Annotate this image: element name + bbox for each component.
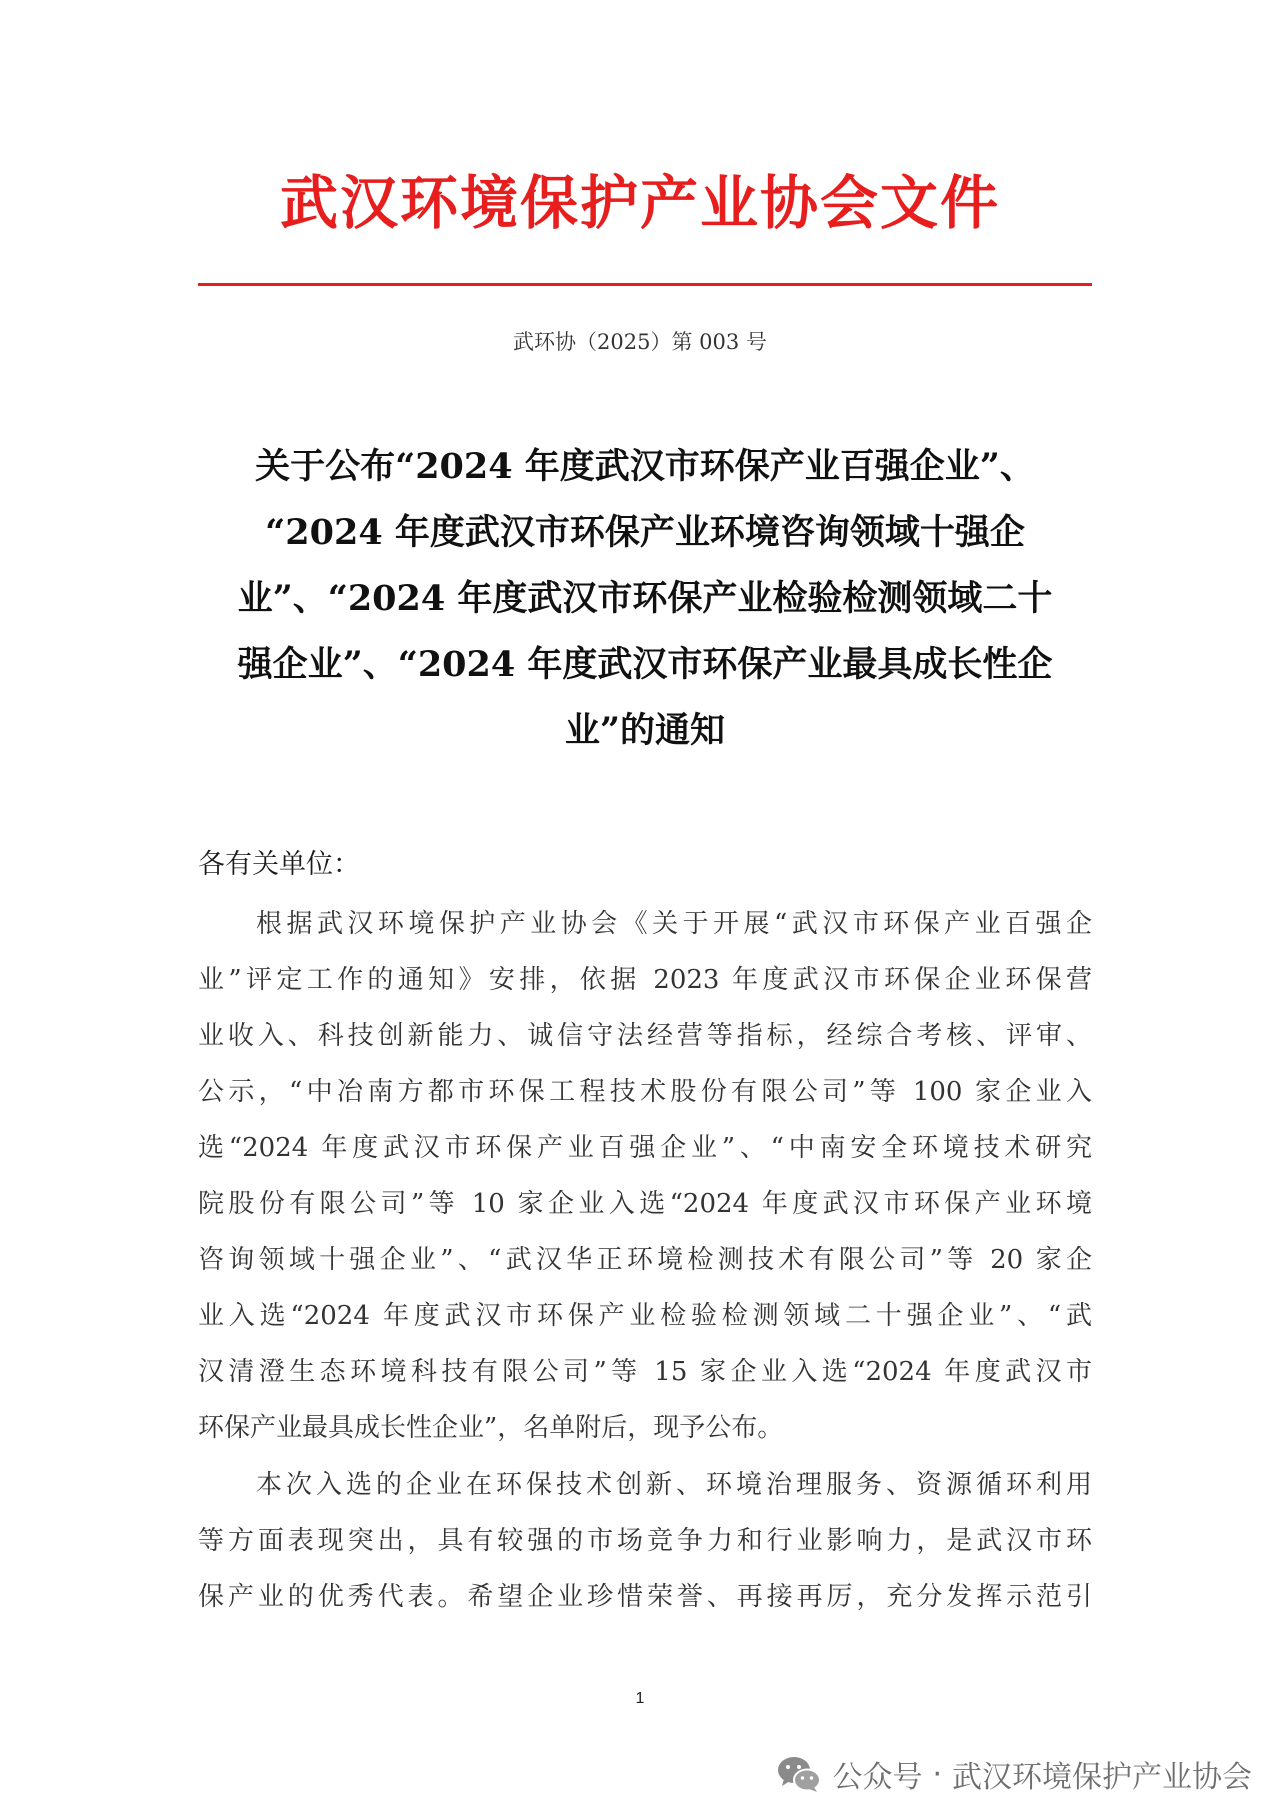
- title-line: 强企业”、“2024 年度武汉市环保产业最具成长性企: [237, 644, 1053, 685]
- title-line: 业”的通知: [564, 710, 726, 751]
- header-divider: [198, 283, 1092, 286]
- watermark-separator: ·: [932, 1756, 942, 1792]
- paragraph-line: 业收入、科技创新能力、诚信守法经营等指标，经综合考核、评审、: [198, 1021, 1092, 1051]
- title-line: 业”、“2024 年度武汉市环保产业检验检测领域二十: [237, 578, 1053, 619]
- paragraph-line: 本次入选的企业在环保技术创新、环境治理服务、资源循环利用: [256, 1470, 1092, 1500]
- document-header-title: 武汉环境保护产业协会文件: [279, 169, 1000, 237]
- wechat-icon: [776, 1754, 822, 1794]
- paragraph-line: 公示，“中冶南方都市环保工程技术股份有限公司”等 100 家企业入: [198, 1077, 1092, 1107]
- document-title: [190, 434, 1100, 764]
- watermark-account: 武汉环境保护产业协会: [952, 1760, 1252, 1795]
- paragraph-2: [198, 1457, 1092, 1625]
- paragraph-line: 根据武汉环境保护产业协会《关于开展“武汉市环保产业百强企: [256, 909, 1092, 939]
- paragraph-line: 等方面表现突出，具有较强的市场竞争力和行业影响力，是武汉市环: [198, 1526, 1092, 1556]
- title-line: 关于公布“2024 年度武汉市环保产业百强企业”、: [255, 446, 1035, 487]
- watermark-prefix: 公众号: [832, 1760, 923, 1795]
- salutation: 各有关单位：: [198, 849, 360, 880]
- page-number: 1: [635, 1690, 645, 1707]
- paragraph-line: 选“2024 年度武汉市环保产业百强企业”、“中南安全环境技术研究: [198, 1133, 1092, 1163]
- paragraph-line: 咨询领域十强企业”、“武汉华正环境检测技术有限公司”等 20 家企: [198, 1245, 1092, 1275]
- paragraph-line: 院股份有限公司”等 10 家企业入选“2024 年度武汉市环保产业环境: [198, 1189, 1092, 1219]
- title-line: “2024 年度武汉市环保产业环境咨询领域十强企: [265, 512, 1025, 553]
- paragraph-line: 汉清澄生态环境科技有限公司”等 15 家企业入选“2024 年度武汉市: [198, 1357, 1092, 1387]
- document-number: 武环协（2025）第 003 号: [513, 330, 767, 354]
- wechat-watermark: [776, 1752, 1252, 1796]
- paragraph-line: 业”评定工作的通知》安排，依据 2023 年度武汉市环保企业环保营: [198, 965, 1092, 995]
- paragraph-line: 环保产业最具成长性企业”，名单附后，现予公布。: [198, 1413, 784, 1443]
- paragraph-1: [198, 896, 1092, 1456]
- paragraph-line: 保产业的优秀代表。希望企业珍惜荣誉、再接再厉，充分发挥示范引: [198, 1582, 1092, 1612]
- paragraph-line: 业入选“2024 年度武汉市环保产业检验检测领域二十强企业”、“武: [198, 1301, 1092, 1331]
